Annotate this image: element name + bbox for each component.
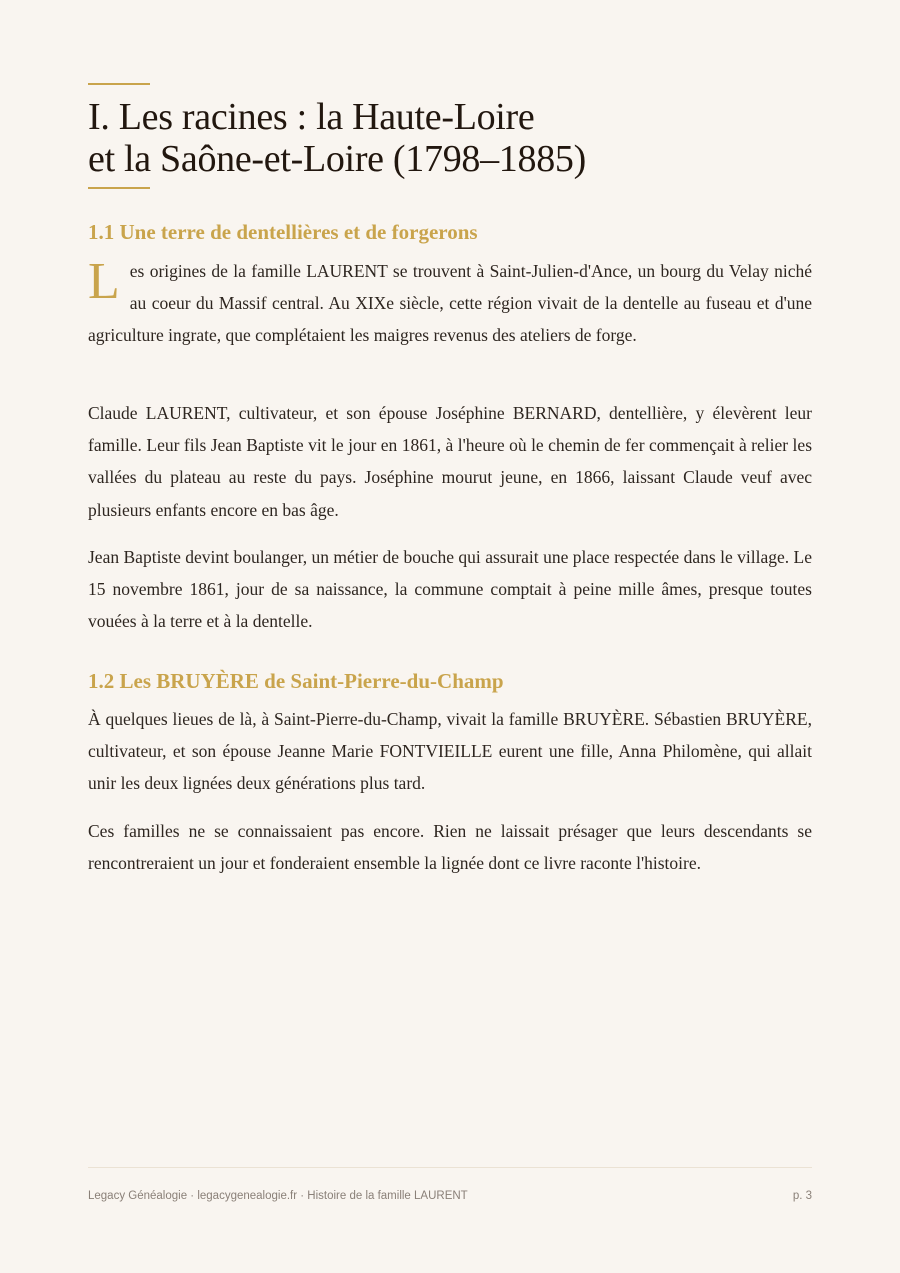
section-heading-1-1: 1.1 Une terre de dentellières et de forgerons <box>88 220 478 244</box>
paragraph-claude-laurent: Claude LAURENT, cultivateur, et son épouse Joséphine BERNARD, dentellière, y élevèrent leur famille. Leur fils Jean Baptiste vit le jour en 1861, à l'heure où le chemin de fer commençait à relier les vallées du plateau au reste du pays. Joséphine mourut jeune, en 1866, laissant Claude veuf avec plusieurs enfants encore en bas âge. <box>88 403 812 520</box>
footer-source: Legacy Généalogie · legacygenealogie.fr · Histoire de la famille LAURENT <box>88 1190 468 1202</box>
page-number: p. 3 <box>792 1190 812 1202</box>
section-heading-1-2: 1.2 Les BRUYÈRE de Saint-Pierre-du-Champ <box>88 669 504 693</box>
chapter-title-line-1: I. Les racines : la Haute-Loire <box>88 96 535 138</box>
paragraph-origins <box>88 255 812 352</box>
paragraph-bruyere-family: À quelques lieues de là, à Saint-Pierre-du-Champ, vivait la famille BRUYÈRE. Sébastien BRUYÈRE, cultivateur, et son épouse Jeanne Marie FONTVIEILLE eurent une fille, Anna Philomène, qui allait unir les deux lignées deux générations plus tard. <box>88 709 812 794</box>
title-rule-bottom <box>88 187 150 189</box>
drop-cap: L <box>88 253 120 310</box>
chapter-title <box>88 96 812 180</box>
paragraph-jean-baptiste: Jean Baptiste devint boulanger, un métier de bouche qui assurait une place respectée dans le village. Le 15 novembre 1861, jour de sa naissance, la commune comptait à peine mille âmes, presque toutes vouées à la terre et à la dentelle. <box>88 547 812 632</box>
paragraph-families-unknown: Ces familles ne se connaissaient pas encore. Rien ne laissait présager que leurs descendants se rencontreraient un jour et fonderaient ensemble la lignée dont ce livre raconte l'histoire. <box>88 821 812 874</box>
paragraph-origins-text: es origines de la famille LAURENT se trouvent à Saint-Julien-d'Ance, un bourg du Velay niché au coeur du Massif central. Au XIXe siècle, cette région vivait de la dentelle au fuseau et d'une agriculture ingrate, que complétaient les maigres revenus des ateliers de forge. <box>88 261 812 346</box>
title-rule-top <box>88 83 150 85</box>
chapter-title-line-2: et la Saône-et-Loire (1798–1885) <box>88 138 586 180</box>
document-page <box>88 0 812 1273</box>
footer-divider <box>88 1167 812 1168</box>
